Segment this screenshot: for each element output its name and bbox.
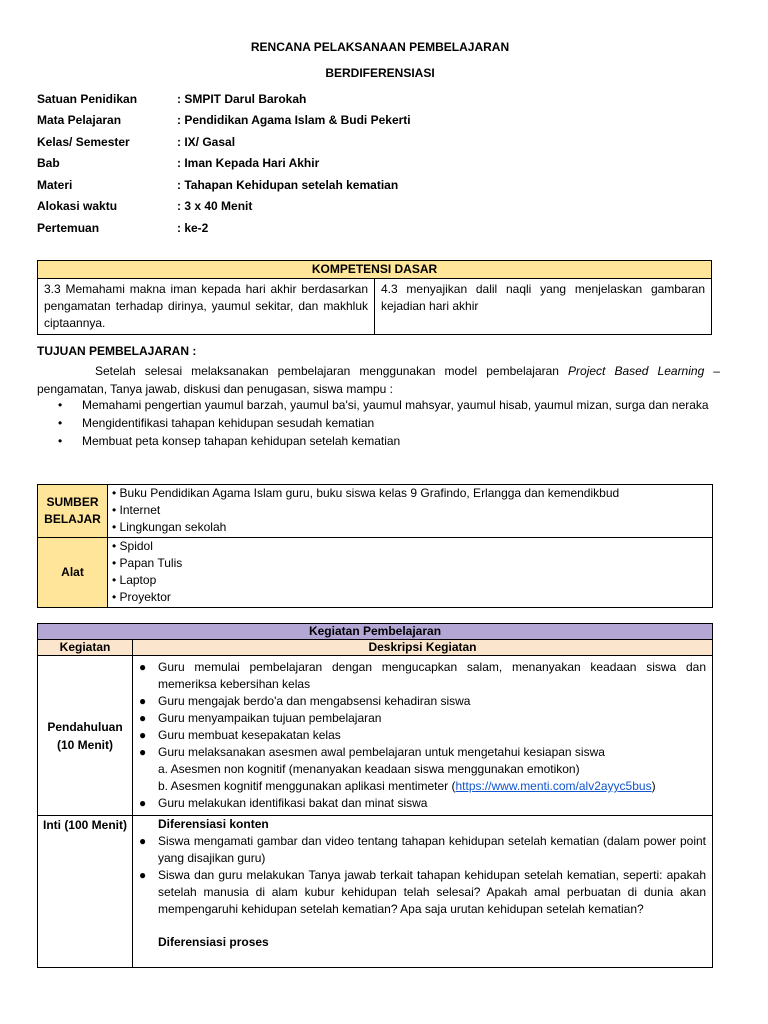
tujuan-intro-end: – pengamatan, Tanya jawab, diskusi dan penugasan, siswa mampu : bbox=[37, 364, 720, 396]
asesmen-kognitif-close: ) bbox=[651, 779, 656, 793]
kegiatan-table bbox=[37, 623, 713, 968]
list-item bbox=[37, 397, 720, 414]
identity-label: Satuan Penidikan bbox=[37, 91, 138, 106]
asesmen-non-kognitif: a. Asesmen non kognitif (menanyakan keadaan siswa menggunakan emotikon) bbox=[158, 762, 580, 776]
list-item bbox=[139, 659, 706, 693]
sumber-belajar-table bbox=[37, 484, 713, 608]
identity-value: : IX/ Gasal bbox=[177, 134, 236, 149]
list-item: • Internet bbox=[112, 503, 161, 518]
list-item-text: Guru melakukan identifikasi bakat dan minat siswa bbox=[158, 796, 428, 810]
kompetensi-dasar-table bbox=[37, 260, 712, 335]
identity-label: Materi bbox=[37, 177, 73, 192]
bullet-icon: • bbox=[58, 398, 63, 412]
document-title: RENCANA PELAKSANAAN PEMBELAJARAN bbox=[250, 40, 510, 54]
kd-3-3: 3.3 Memahami makna iman kepada hari akhir berdasarkan pengamatan terhadap dirinya, yaumul sekitar, dan makhluk ciptaannya. bbox=[38, 279, 375, 335]
list-item bbox=[139, 795, 706, 812]
list-item-text: Membuat peta konsep tahapan kehidupan setelah kematian bbox=[82, 434, 401, 448]
list-item-text: Guru membuat kesepakatan kelas bbox=[158, 728, 341, 742]
sumber-belajar-heading: SUMBER BELAJAR bbox=[38, 485, 108, 538]
diferensiasi-konten-heading: Diferensiasi konten bbox=[158, 817, 269, 831]
list-item: • Lingkungan sekolah bbox=[112, 520, 227, 535]
identity-row bbox=[37, 196, 411, 218]
list-item-text: Siswa dan guru melakukan Tanya jawab terkait tahapan kehidupan setelah kematian, seperti: apakah setelah manusia di alam kubur kehidupan telah selesai? Apakah amal perbuatan di dunia akan mempengaruhi kehidupan setelah kematian? Apa saja urutan kehidupan setelah kematian? bbox=[158, 868, 706, 916]
identity-label: Alokasi waktu bbox=[37, 199, 118, 214]
list-item bbox=[139, 727, 706, 744]
asesmen-kognitif bbox=[139, 778, 706, 795]
identity-value: : Tahapan Kehidupan setelah kematian bbox=[177, 177, 399, 192]
identity-table bbox=[37, 88, 411, 239]
tujuan-heading: TUJUAN PEMBELAJARAN : bbox=[37, 344, 197, 358]
bullet-icon: • bbox=[58, 434, 63, 448]
pendahuluan-phase: Pendahuluan (10 Menit) bbox=[38, 656, 133, 816]
tujuan-list bbox=[37, 397, 720, 451]
inti-phase: Inti (100 Menit) bbox=[38, 816, 133, 968]
identity-value: : ke-2 bbox=[177, 220, 209, 235]
bullet-icon: ● bbox=[139, 660, 147, 674]
list-item: • Proyektor bbox=[112, 590, 171, 605]
identity-value: : Iman Kepada Hari Akhir bbox=[177, 156, 320, 171]
identity-value: : SMPIT Darul Barokah bbox=[177, 91, 307, 106]
bullet-icon: ● bbox=[139, 711, 147, 725]
list-item bbox=[37, 415, 720, 432]
bullet-icon: ● bbox=[139, 728, 147, 742]
alat-items bbox=[108, 537, 713, 607]
bullet-icon: • bbox=[58, 416, 63, 430]
identity-label: Kelas/ Semester bbox=[37, 134, 130, 149]
list-item-text: Guru melaksanakan asesmen awal pembelajaran untuk mengetahui kesiapan siswa bbox=[158, 745, 605, 759]
identity-label: Bab bbox=[37, 156, 60, 171]
kegiatan-column-header: Kegiatan bbox=[38, 640, 133, 656]
pendahuluan-description bbox=[133, 656, 713, 816]
document-subtitle: BERDIFERENSIASI bbox=[325, 66, 435, 80]
list-item: • Laptop bbox=[112, 573, 157, 588]
identity-row bbox=[37, 217, 411, 239]
deskripsi-column-header: Deskripsi Kegiatan bbox=[133, 640, 713, 656]
list-item: • Papan Tulis bbox=[112, 555, 183, 570]
list-item bbox=[139, 744, 706, 761]
list-item-text: Memahami pengertian yaumul barzah, yaumul ba'si, yaumul mahsyar, yaumul hisab, yaumul mizan, surga dan neraka bbox=[82, 398, 709, 412]
bullet-icon: ● bbox=[139, 834, 147, 848]
identity-value: : 3 x 40 Menit bbox=[177, 199, 253, 214]
diferensiasi-proses-heading: Diferensiasi proses bbox=[158, 935, 269, 949]
bullet-icon: ● bbox=[139, 694, 147, 708]
identity-row bbox=[37, 174, 411, 196]
list-item bbox=[139, 710, 706, 727]
inti-description bbox=[133, 816, 713, 968]
identity-row bbox=[37, 88, 411, 110]
list-item bbox=[139, 833, 706, 867]
identity-value: : Pendidikan Agama Islam & Budi Pekerti bbox=[177, 113, 411, 128]
list-item-text: Guru mengajak berdo'a dan mengabsensi kehadiran siswa bbox=[158, 694, 471, 708]
mentimeter-link[interactable]: https://www.menti.com/alv2ayyc5bus bbox=[455, 779, 652, 793]
list-item-text: Mengidentifikasi tahapan kehidupan sesudah kematian bbox=[82, 416, 375, 430]
list-item bbox=[139, 867, 706, 918]
list-item bbox=[37, 433, 720, 450]
list-item-text: Guru memulai pembelajaran dengan mengucapkan salam, menanyakan keadaan siswa dan memeriksa kebersihan kelas bbox=[158, 660, 706, 691]
identity-row bbox=[37, 110, 411, 132]
alat-heading: Alat bbox=[38, 537, 108, 607]
tujuan-model: Project Based Learning bbox=[568, 364, 705, 378]
identity-label: Pertemuan bbox=[37, 220, 100, 235]
sumber-belajar-items bbox=[108, 485, 713, 538]
list-item-text: Guru menyampaikan tujuan pembelajaran bbox=[158, 711, 382, 725]
list-item bbox=[139, 693, 706, 710]
identity-row bbox=[37, 153, 411, 175]
asesmen-kognitif-text: b. Asesmen kognitif menggunakan aplikasi mentimeter ( bbox=[158, 779, 456, 793]
list-item: • Spidol bbox=[112, 538, 153, 553]
identity-label: Mata Pelajaran bbox=[37, 113, 122, 128]
bullet-icon: ● bbox=[139, 745, 147, 759]
kd-4-3: 4.3 menyajikan dalil naqli yang menjelaskan gambaran kejadian hari akhir bbox=[375, 279, 712, 335]
bullet-icon: ● bbox=[139, 796, 147, 810]
bullet-icon: ● bbox=[139, 868, 147, 882]
identity-row bbox=[37, 131, 411, 153]
kompetensi-dasar-heading: KOMPETENSI DASAR bbox=[38, 261, 712, 279]
list-item: • Buku Pendidikan Agama Islam guru, buku siswa kelas 9 Grafindo, Erlangga dan kemendikbud bbox=[112, 486, 620, 500]
kegiatan-title: Kegiatan Pembelajaran bbox=[38, 624, 713, 640]
list-item-text: Siswa mengamati gambar dan video tentang tahapan kehidupan setelah kematian (dalam power point yang disajikan guru) bbox=[158, 834, 706, 865]
tujuan-intro-text: Setelah selesai melaksanakan pembelajaran menggunakan model pembelajaran bbox=[95, 364, 569, 378]
tujuan-intro bbox=[37, 362, 720, 398]
